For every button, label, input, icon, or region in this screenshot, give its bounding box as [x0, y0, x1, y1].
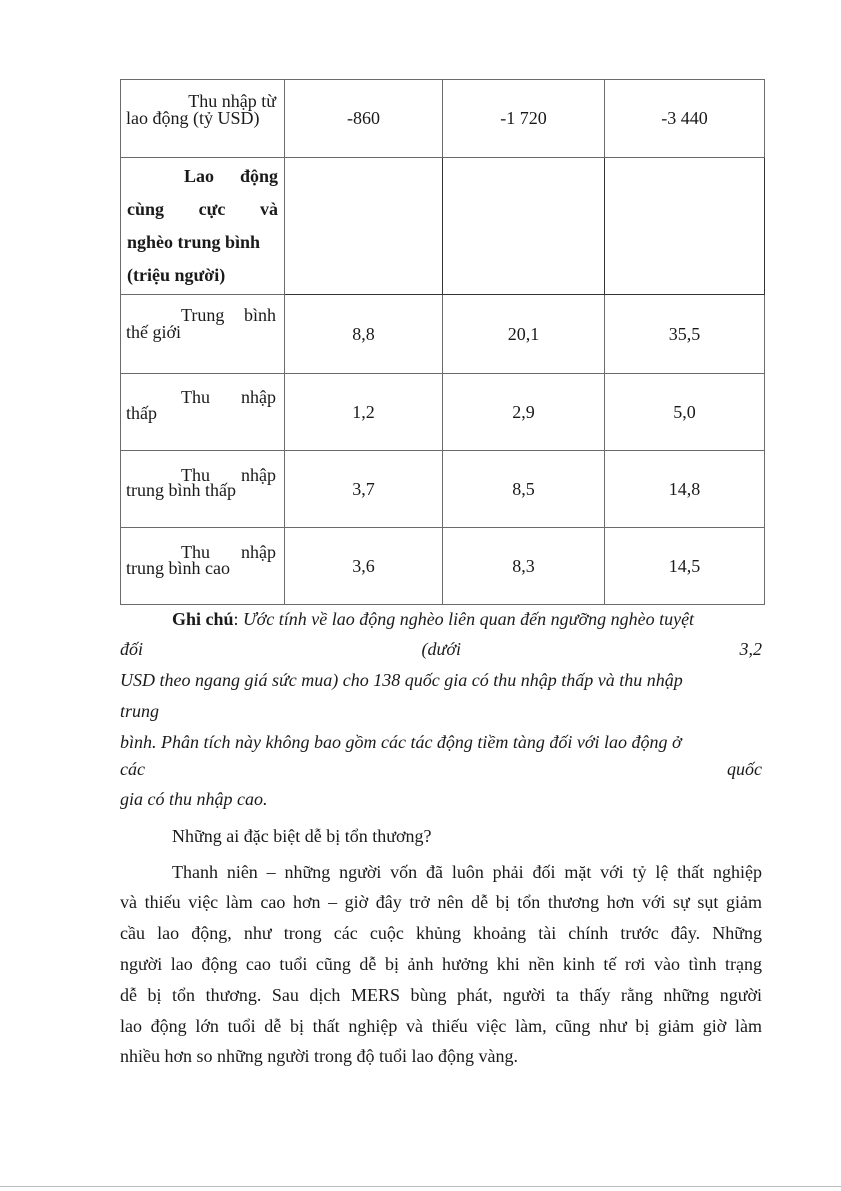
- labour-impact-table: [120, 79, 765, 605]
- paragraph-line: nhiều hơn so những người trong độ tuổi lao động vàng.: [120, 1046, 519, 1066]
- label-word: Trung: [181, 305, 225, 325]
- paragraph-line: cầu lao động, như trong các cuộc khủng khoảng tài chính trước đây. Những: [120, 923, 762, 943]
- note-line: USD theo ngang giá sức mua) cho 138 quốc gia có thu nhập thấp và thu nhập: [120, 670, 683, 690]
- heading-line: [127, 160, 278, 193]
- table-cell: 8,8: [285, 295, 443, 374]
- table-cell: 1,2: [285, 374, 443, 451]
- label-word: bình: [243, 305, 276, 325]
- note-line: [120, 759, 762, 780]
- table-cell: -1 720: [443, 80, 605, 158]
- section-heading-cell: [121, 158, 285, 295]
- paragraph-line: dễ bị tổn thương. Sau dịch MERS bùng phát, người ta thấy rằng những người: [120, 985, 762, 1005]
- note-word: đối: [120, 639, 144, 659]
- row-label-line2: thế giới: [126, 322, 182, 342]
- page-bottom-rule: [0, 1186, 841, 1187]
- note-line: [120, 609, 762, 630]
- table-cell: -860: [285, 80, 443, 158]
- row-label-cell: [121, 80, 285, 158]
- heading-word: cùng: [127, 199, 165, 219]
- row-label-line1: [181, 304, 276, 327]
- label-word: Thu: [181, 542, 210, 562]
- row-label-line2: trung bình cao: [126, 558, 230, 578]
- paragraph-line: lao động lớn tuổi dễ bị thất nghiệp và thiếu việc làm, cũng như bị giảm giờ làm: [120, 1016, 762, 1036]
- label-word: Thu: [181, 387, 210, 407]
- table-cell: 2,9: [443, 374, 605, 451]
- label-word: nhập: [241, 542, 276, 562]
- table-cell: -3 440: [605, 80, 765, 158]
- table-cell: 8,5: [443, 451, 605, 528]
- row-label-cell: [121, 451, 285, 528]
- paragraph-line: và thiếu việc làm cao hơn – giờ đây trở nên dễ bị tổn thương hơn với sự sụt giảm: [120, 892, 762, 912]
- table-row: [121, 374, 765, 451]
- label-word: nhập: [241, 465, 276, 485]
- heading-word: động: [239, 166, 278, 186]
- row-label-cell: [121, 528, 285, 605]
- note-line: trung: [120, 701, 160, 721]
- note-word: 3,2: [739, 639, 762, 659]
- heading-line: nghèo trung bình: [127, 232, 261, 252]
- note-line: gia có thu nhập cao.: [120, 789, 268, 809]
- table-cell: 14,8: [605, 451, 765, 528]
- note-text: Ước tính về lao động nghèo liên quan đến ngưỡng nghèo tuyệt: [243, 609, 695, 629]
- note-line: bình. Phân tích này không bao gồm các tác động tiềm tàng đối với lao động ở: [120, 732, 682, 752]
- empty-cell: [605, 158, 765, 295]
- table-cell: 35,5: [605, 295, 765, 374]
- row-label-line2: trung bình thấp: [126, 480, 236, 500]
- table-row: [121, 451, 765, 528]
- table-row: [121, 295, 765, 374]
- note-word: quốc: [727, 759, 762, 779]
- row-label-line1: [181, 386, 276, 409]
- heading-word: Lao: [184, 166, 215, 186]
- note-colon: :: [233, 609, 239, 629]
- note-word: (dưới: [421, 639, 461, 659]
- table-row: [121, 80, 765, 158]
- heading-word: cực: [198, 199, 226, 219]
- table-cell: 20,1: [443, 295, 605, 374]
- heading-word: và: [259, 199, 278, 219]
- note-line: [120, 639, 762, 660]
- note-word: các: [120, 759, 145, 779]
- heading-line: (triệu người): [127, 265, 226, 285]
- table-cell: 5,0: [605, 374, 765, 451]
- table-cell: 3,6: [285, 528, 443, 605]
- table-cell: 3,7: [285, 451, 443, 528]
- label-word: Thu: [181, 465, 210, 485]
- paragraph-line: người lao động cao tuổi cũng dễ bị ảnh hưởng khi nền kinh tế rơi vào tình trạng: [120, 954, 762, 974]
- empty-cell: [285, 158, 443, 295]
- table-row: [121, 158, 765, 295]
- empty-cell: [443, 158, 605, 295]
- row-label-cell: [121, 374, 285, 451]
- section-question: Những ai đặc biệt dễ bị tổn thương?: [172, 826, 432, 846]
- table-row: [121, 528, 765, 605]
- paragraph-line: Thanh niên – những người vốn đã luôn phải đối mặt với tỷ lệ thất nghiệp: [172, 862, 762, 882]
- heading-line: [127, 193, 278, 226]
- table-cell: 8,3: [443, 528, 605, 605]
- row-label-line1: Thu nhập từ: [188, 91, 276, 111]
- label-word: nhập: [241, 387, 276, 407]
- row-label-line2: thấp: [126, 403, 157, 423]
- note-label: Ghi chú: [172, 609, 234, 629]
- row-label-cell: [121, 295, 285, 374]
- row-label-line2: lao động (tỷ USD): [126, 108, 260, 128]
- table-cell: 14,5: [605, 528, 765, 605]
